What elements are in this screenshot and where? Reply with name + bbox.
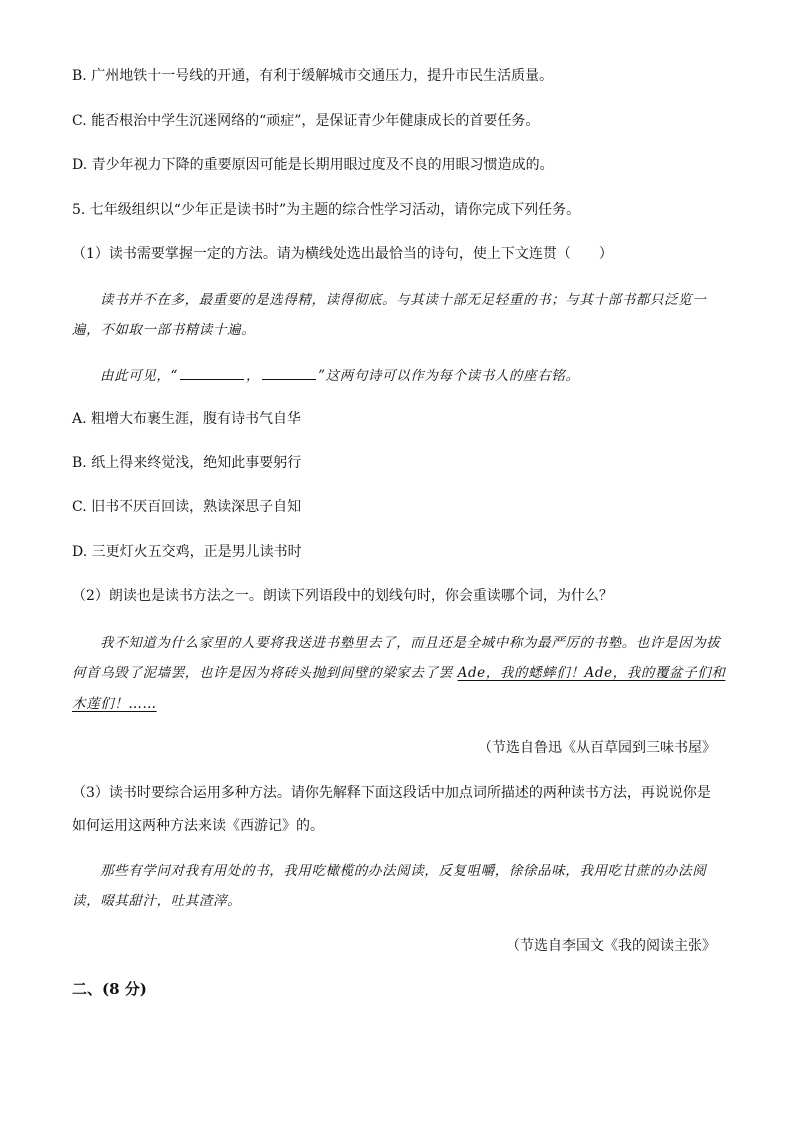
passage-3-line-1: 我不知道为什么家里的人要将我送进书塾里去了，而且还是全城中称为最严厉的书塾。也许是因为拔 [100, 635, 721, 651]
passage-1-line-1: 读书并不在多，最重要的是选得精，读得彻底。与其读十部无足轻重的书；与其十部书都只泛览一 [100, 292, 707, 308]
passage-3-line-2 [72, 663, 726, 683]
passage-4-line-2: 读，啜其甜汁，吐其渣滓。 [72, 893, 242, 909]
option-c: C. 旧书不厌百回读，熟读深思子自知 [72, 499, 302, 515]
passage-3-line-2-text: 何首乌毁了泥墙罢，也许是因为将砖头抛到间壁的梁家去了罢 [72, 665, 458, 681]
option-d-line: D. 青少年视力下降的重要原因可能是长期用眼过度及不良的用眼习惯造成的。 [72, 157, 554, 173]
section-heading: 二、(8 分) [72, 980, 147, 998]
underlined-sentence-part-2: 木莲们！…… [72, 696, 157, 712]
question-5-2: （2）朗读也是读书方法之一。朗读下列语段中的划线句时，你会重读哪个词，为什么？ [72, 588, 613, 604]
passage-2-comma: ， [246, 368, 261, 384]
answer-blank-2 [262, 365, 316, 380]
passage-2-prefix: 由此可见，“ [100, 368, 179, 384]
underlined-sentence-part-1: Ade，我的蟋蟀们！Ade，我的覆盆子们和 [457, 665, 726, 681]
answer-blank-1 [180, 365, 244, 380]
option-a: A. 粗增大布裹生涯，腹有诗书气自华 [72, 411, 302, 427]
question-5-3-line-1: （3）读书时要综合运用多种方法。请你先解释下面这段话中加点词所描述的两种读书方法，再说说你是 [72, 785, 711, 801]
option-b-line: B. 广州地铁十一号线的开通，有利于缓解城市交通压力，提升市民生活质量。 [72, 68, 554, 84]
passage-3-line-3 [72, 694, 722, 714]
source-citation-2: （节选自李国文《我的阅读主张》 [506, 938, 716, 954]
question-5-3-line-2: 如何运用这两种方法来读《西游记》的。 [72, 818, 324, 834]
passage-1-line-2: 遍，不如取一部书精读十遍。 [72, 322, 256, 338]
passage-2-suffix: ”这两句诗可以作为每个读书人的座右铭。 [318, 368, 580, 384]
option-d: D. 三更灯火五交鸡，正是男儿读书时 [72, 544, 302, 560]
question-5: 5. 七年级组织以“少年正是读书时”为主题的综合性学习活动，请你完成下列任务。 [72, 202, 581, 218]
option-c-line: C. 能否根治中学生沉迷网络的“顽症”，是保证青少年健康成长的首要任务。 [72, 113, 540, 129]
question-5-1: （1）读书需要掌握一定的方法。请为横线处选出最恰当的诗句，使上下文连贯（ ） [72, 246, 613, 262]
passage-2-line [100, 365, 722, 386]
source-citation-1: （节选自鲁迅《从百草园到三味书屋》 [478, 740, 716, 756]
option-b: B. 纸上得来终觉浅，绝知此事要躬行 [72, 455, 302, 471]
passage-4-line-1: 那些有学问对我有用处的书，我用吃橄榄的办法阅读，反复咀嚼，徐徐品味，我用吃甘蔗的办法阅 [100, 863, 707, 879]
